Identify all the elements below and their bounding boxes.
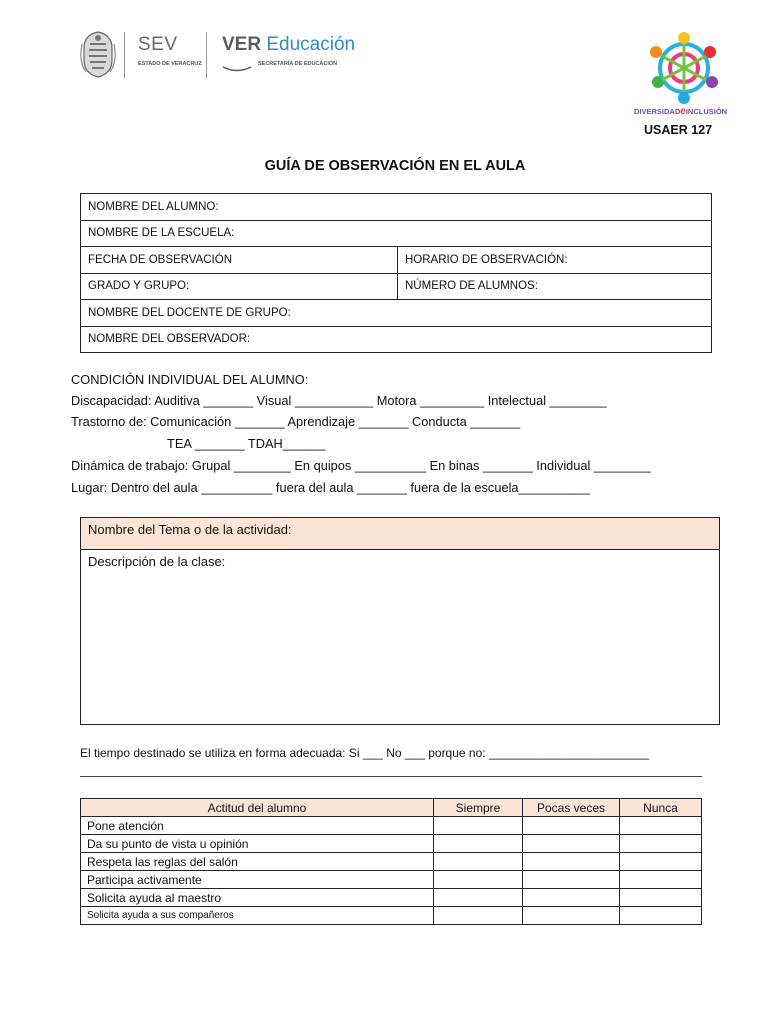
table-row [81,817,702,835]
never-cell[interactable] [620,907,702,925]
attitude-label: Participa activamente [81,871,434,889]
attitude-label: Da su punto de vista u opinión [81,835,434,853]
attitude-label: Solicita ayuda a sus compañeros [81,907,434,925]
few-times-cell[interactable] [523,835,620,853]
never-cell[interactable] [620,853,702,871]
few-times-cell[interactable] [523,853,620,871]
few-times-cell[interactable] [523,817,620,835]
always-cell[interactable] [434,889,523,907]
diversity-logo-icon [636,30,732,116]
tea-tdah-line[interactable]: TEA _______ TDAH______ [167,436,326,451]
never-cell[interactable] [620,889,702,907]
diversity-e: e [680,106,686,117]
table-row [81,871,702,889]
never-cell[interactable] [620,835,702,853]
table-row [81,835,702,853]
usaer-label: USAER 127 [644,123,713,137]
page-title: GUÍA DE OBSERVACIÓN EN EL AULA [264,158,526,174]
table-row [81,853,702,871]
class-description-field[interactable]: Descripción de la clase: [81,550,720,725]
always-cell[interactable] [434,871,523,889]
veracruz-crest-logo [80,30,116,78]
header-divider-2 [206,32,207,78]
observation-date-field[interactable]: FECHA DE OBSERVACIÓN [81,247,398,274]
sep-subtitle: SECRETARÍA DE EDUCACIÓN [258,61,338,67]
ver-swoosh [222,60,252,78]
time-usage-question[interactable]: El tiempo destinado se utiliza en forma adecuada: Si ___ No ___ porque no: ________________________ [80,746,650,760]
table-row [81,889,702,907]
school-name-field[interactable]: NOMBRE DE LA ESCUELA: [81,220,712,247]
never-cell[interactable] [620,871,702,889]
col-header-never: Nunca [620,799,702,817]
diversity-inclusion-text [634,106,727,117]
student-count-field[interactable]: NÚMERO DE ALUMNOS: [398,273,712,300]
answer-line[interactable] [80,776,702,777]
observation-time-field[interactable]: HORARIO DE OBSERVACIÓN: [398,247,712,274]
condition-heading: CONDICIÓN INDIVIDUAL DEL ALUMNO: [71,372,309,387]
diversity-word: DIVERSIDAD [634,107,681,116]
disorder-line[interactable]: Trastorno de: Comunicación _______ Aprendizaje _______ Conducta _______ [71,414,521,429]
sev-subtitle: ESTADO DE VERACRUZ [138,61,202,67]
sev-logo-text: SEV [138,34,178,55]
header-divider [124,32,125,78]
attitude-label: Solicita ayuda al maestro [81,889,434,907]
place-line[interactable]: Lugar: Dentro del aula __________ fuera del aula _______ fuera de la escuela__________ [71,480,590,495]
activity-table [80,517,720,725]
always-cell[interactable] [434,853,523,871]
table-row [81,907,702,925]
always-cell[interactable] [434,907,523,925]
topic-field[interactable]: Nombre del Tema o de la actividad: [81,518,720,550]
attitude-label: Pone atención [81,817,434,835]
ver-text: VER [222,34,262,55]
teacher-name-field[interactable]: NOMBRE DEL DOCENTE DE GRUPO: [81,300,712,327]
few-times-cell[interactable] [523,889,620,907]
student-info-table [80,193,712,353]
attitude-label: Respeta las reglas del salón [81,853,434,871]
grade-group-field[interactable]: GRADO Y GRUPO: [81,273,398,300]
always-cell[interactable] [434,835,523,853]
inclusion-word: INCLUSIÓN [685,107,728,116]
attitude-table [80,798,702,925]
student-name-field[interactable]: NOMBRE DEL ALUMNO: [81,194,712,221]
col-header-always: Siempre [434,799,523,817]
observer-name-field[interactable]: NOMBRE DEL OBSERVADOR: [81,326,712,353]
col-header-few-times: Pocas veces [523,799,620,817]
ver-educacion-logo [222,34,355,56]
always-cell[interactable] [434,817,523,835]
disability-line[interactable]: Discapacidad: Auditiva _______ Visual ___________ Motora _________ Intelectual ________ [71,393,607,408]
educacion-text: Educación [266,34,356,55]
never-cell[interactable] [620,817,702,835]
col-header-attitude: Actitud del alumno [81,799,434,817]
work-dynamic-line[interactable]: Dinámica de trabajo: Grupal ________ En quipos __________ En binas _______ Individual ________ [71,458,651,473]
few-times-cell[interactable] [523,871,620,889]
few-times-cell[interactable] [523,907,620,925]
